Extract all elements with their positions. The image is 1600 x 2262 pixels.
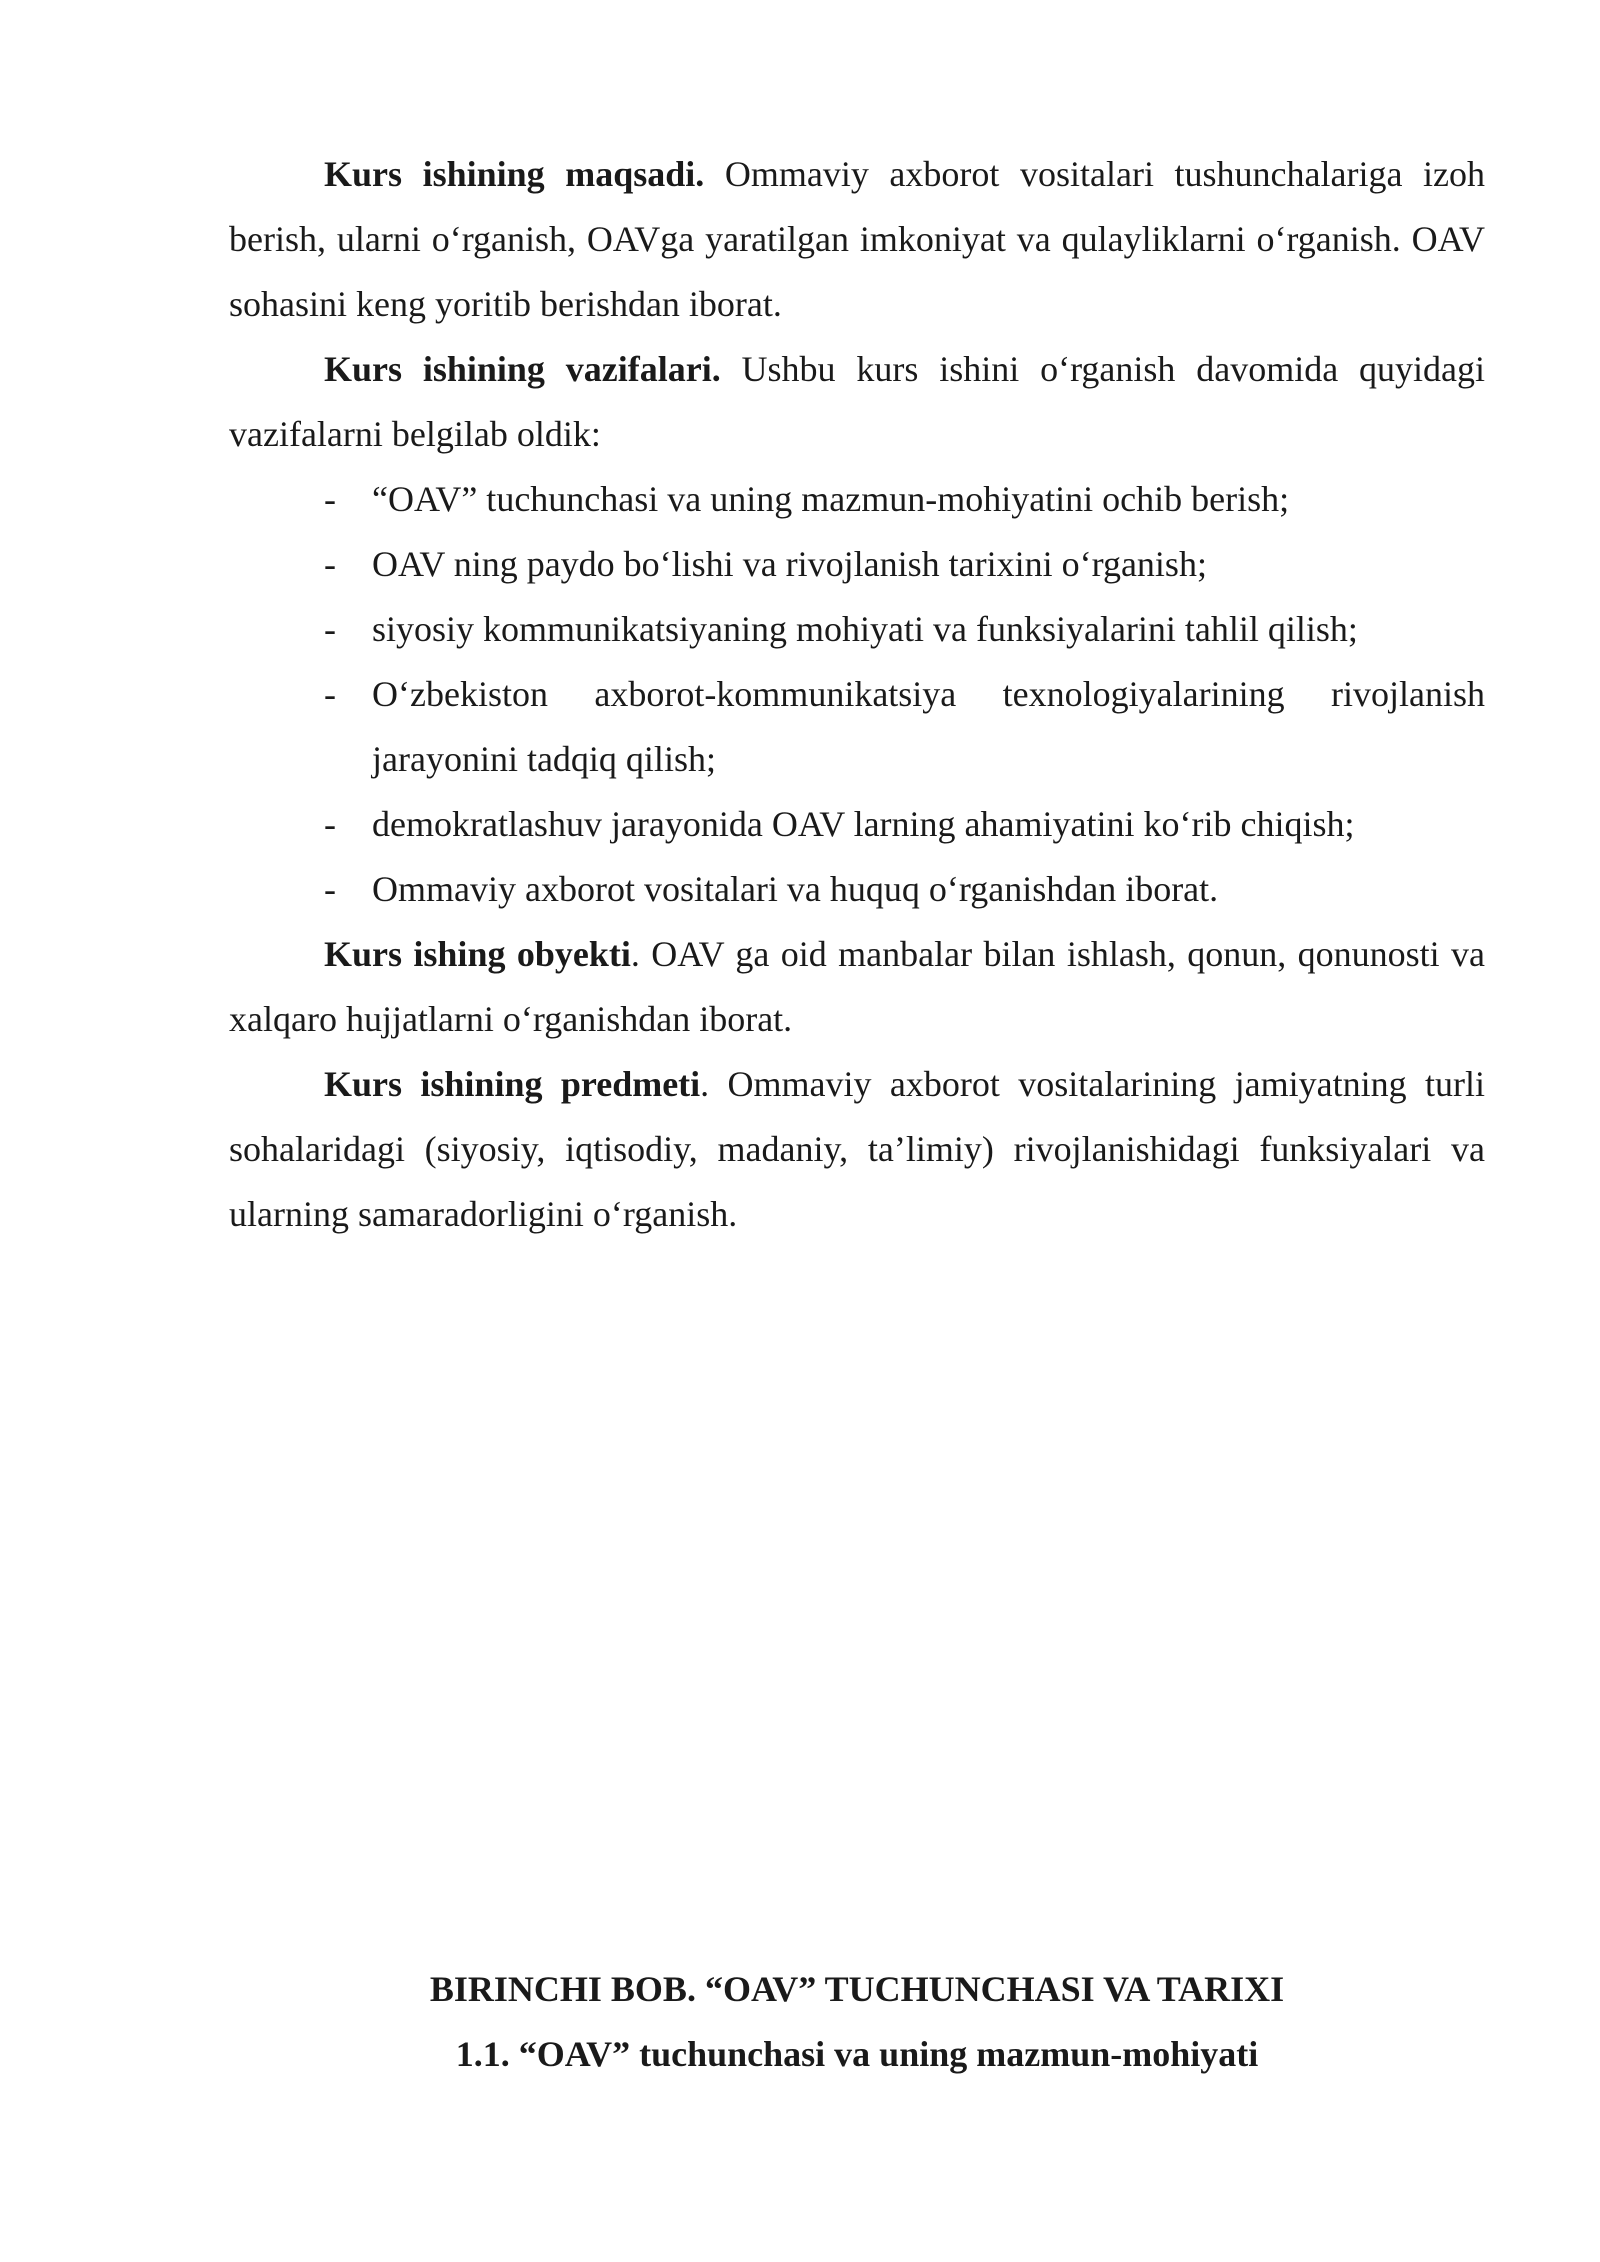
- bullet-dash: -: [324, 804, 336, 844]
- bullet-dash: -: [324, 544, 336, 584]
- paragraph-text: . OAV ga oid manbalar bilan ishlash, qonun, qonunosti va xalqaro hujjatlarni o‘rganishdan iborat.: [229, 934, 1485, 1039]
- list-item-text: OAV ning paydo bo‘lishi va rivojlanish tarixini o‘rganish;: [372, 544, 1207, 584]
- paragraph-text: Ommaviy axborot vositalari tushunchalariga izoh berish, ularni o‘rganish, OAVga yaratilgan imkoniyat va qulayliklarni o‘rganish. OAV sohasini keng yoritib berishdan iborat.: [229, 154, 1485, 324]
- list-item-text: “OAV” tuchunchasi va uning mazmun-mohiyatini ochib berish;: [372, 479, 1290, 519]
- list-item: [229, 662, 1485, 792]
- paragraph-lead: Kurs ishining vazifalari.: [324, 349, 721, 389]
- list-item: [229, 857, 1485, 922]
- chapter-heading: [229, 1957, 1485, 2087]
- section-title: 1.1. “OAV” tuchunchasi va uning mazmun-mohiyati: [455, 2034, 1259, 2074]
- paragraph-obyekt: [229, 922, 1485, 1052]
- paragraph-text: Ushbu kurs ishini o‘rganish davomida quyidagi vazifalarni belgilab oldik:: [229, 349, 1486, 454]
- paragraph-lead: Kurs ishining predmeti: [324, 1064, 701, 1104]
- paragraph-text: . Ommaviy axborot vositalarining jamiyatning turli sohalaridagi (siyosiy, iqtisodiy, madaniy, ta’limiy) rivojlanishidagi funksiyalari va ularning samaradorligini o‘rganish.: [229, 1064, 1485, 1234]
- paragraph-lead: Kurs ishining maqsadi.: [324, 154, 705, 194]
- paragraph-maqsad: [229, 142, 1485, 337]
- page-body: [229, 142, 1485, 1247]
- bullet-dash: -: [324, 869, 336, 909]
- task-list: [229, 467, 1485, 922]
- list-item-text: O‘zbekiston axborot-kommunikatsiya texnologiyalarining rivojlanish jarayonini tadqiq qilish;: [372, 674, 1485, 779]
- bullet-dash: -: [324, 609, 336, 649]
- list-item-text: demokratlashuv jarayonida OAV larning ahamiyatini ko‘rib chiqish;: [372, 804, 1355, 844]
- list-item-text: siyosiy kommunikatsiyaning mohiyati va funksiyalarini tahlil qilish;: [372, 609, 1358, 649]
- list-item: [229, 597, 1485, 662]
- bullet-dash: -: [324, 479, 336, 519]
- paragraph-vazifalar: [229, 337, 1485, 467]
- chapter-title: BIRINCHI BOB. “OAV” TUCHUNCHASI VA TARIXI: [429, 1969, 1285, 2009]
- paragraph-lead: Kurs ishing obyekti: [324, 934, 631, 974]
- paragraph-predmet: [229, 1052, 1485, 1247]
- list-item: [229, 467, 1485, 532]
- list-item: [229, 532, 1485, 597]
- list-item-text: Ommaviy axborot vositalari va huquq o‘rganishdan iborat.: [372, 869, 1219, 909]
- bullet-dash: -: [324, 674, 336, 714]
- list-item: [229, 792, 1485, 857]
